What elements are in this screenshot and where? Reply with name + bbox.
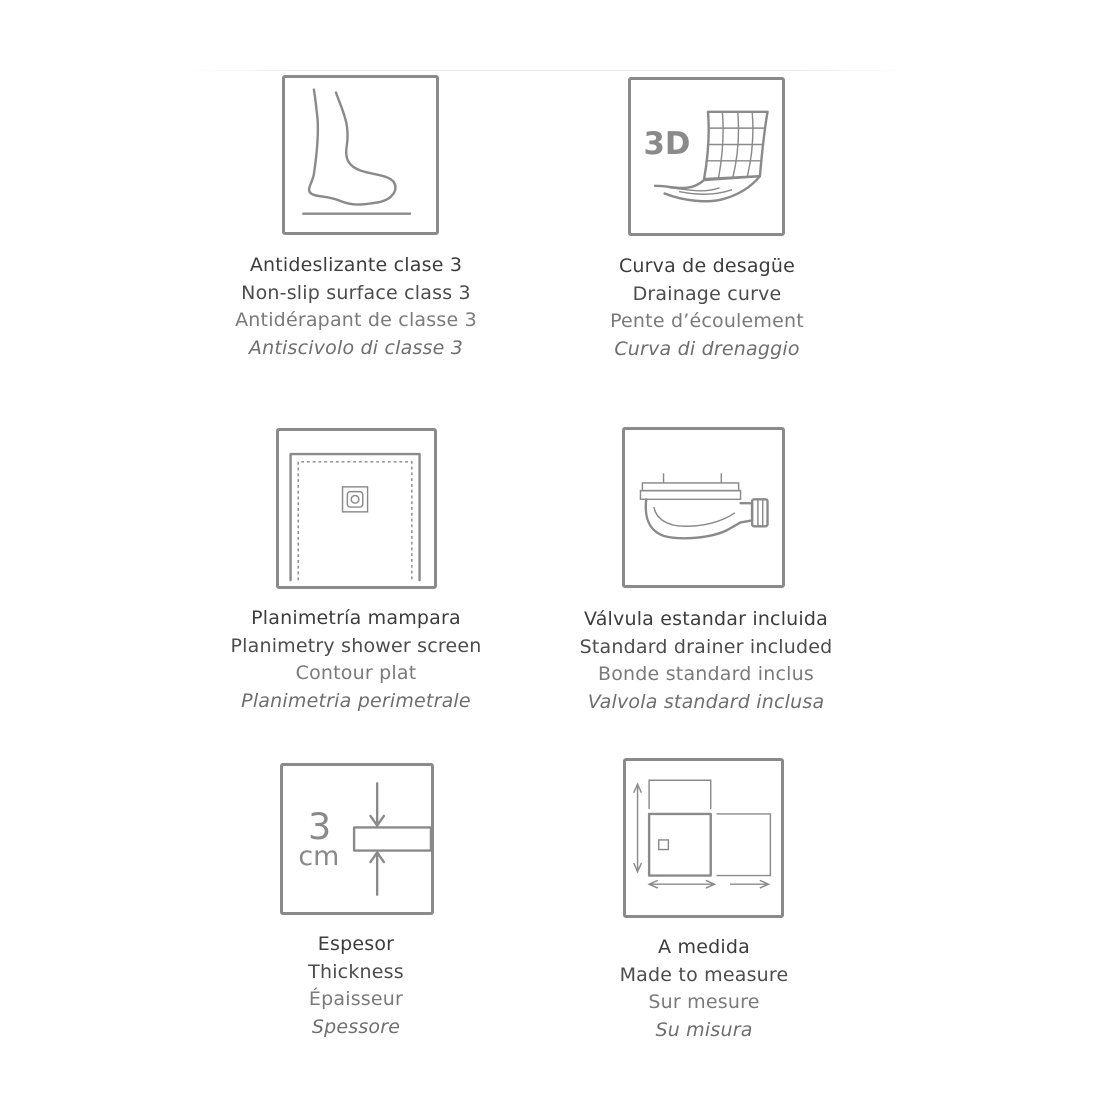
feature-title-it: Curva di drenaggio (614, 337, 800, 360)
feature-title-es: Planimetría mampara (251, 607, 461, 629)
feature-title-es: Antideslizante clase 3 (249, 254, 463, 276)
feature-title-en: Planimetry shower screen (230, 634, 482, 657)
feature-title-it: Su misura (655, 1018, 753, 1041)
thickness-icon (280, 763, 434, 915)
feature-title-en: Drainage curve (632, 282, 782, 305)
feature-title-en: Standard drainer included (579, 635, 833, 658)
feature-title-en: Made to measure (619, 963, 789, 986)
feature-title-it: Antiscivolo di classe 3 (248, 336, 464, 359)
feature-title-es: Espesor (317, 933, 395, 955)
top-divider (185, 70, 910, 71)
feature-title-fr: Antidérapant de classe 3 (235, 309, 477, 331)
3d-label: 3D (643, 126, 691, 163)
feature-title-fr: Bonde standard inclus (598, 663, 814, 685)
feature-title-es: Válvula estandar incluida (583, 608, 829, 630)
feature-title-it: Valvola standard inclusa (587, 690, 825, 713)
floor-plan-icon (276, 428, 437, 589)
thickness-value: 3 (308, 805, 332, 848)
feature-title-it: Spessore (311, 1015, 401, 1038)
feature-title-es: A medida (658, 936, 750, 958)
feature-title-es: Curva de desagüe (618, 255, 796, 277)
feature-title-fr: Sur mesure (648, 991, 760, 1013)
feature-title-it: Planimetria perimetrale (241, 689, 471, 712)
feature-title-fr: Pente d’écoulement (610, 310, 804, 332)
drain-valve-icon (622, 427, 785, 588)
thickness-unit: cm (298, 840, 340, 872)
foot-icon (282, 75, 439, 235)
feature-title-fr: Épaisseur (308, 988, 404, 1010)
3d-curve-icon (628, 77, 785, 236)
made-to-measure-icon (623, 758, 784, 918)
feature-title-en: Thickness (308, 960, 404, 983)
feature-title-en: Non-slip surface class 3 (241, 281, 471, 304)
feature-title-fr: Contour plat (295, 662, 417, 684)
